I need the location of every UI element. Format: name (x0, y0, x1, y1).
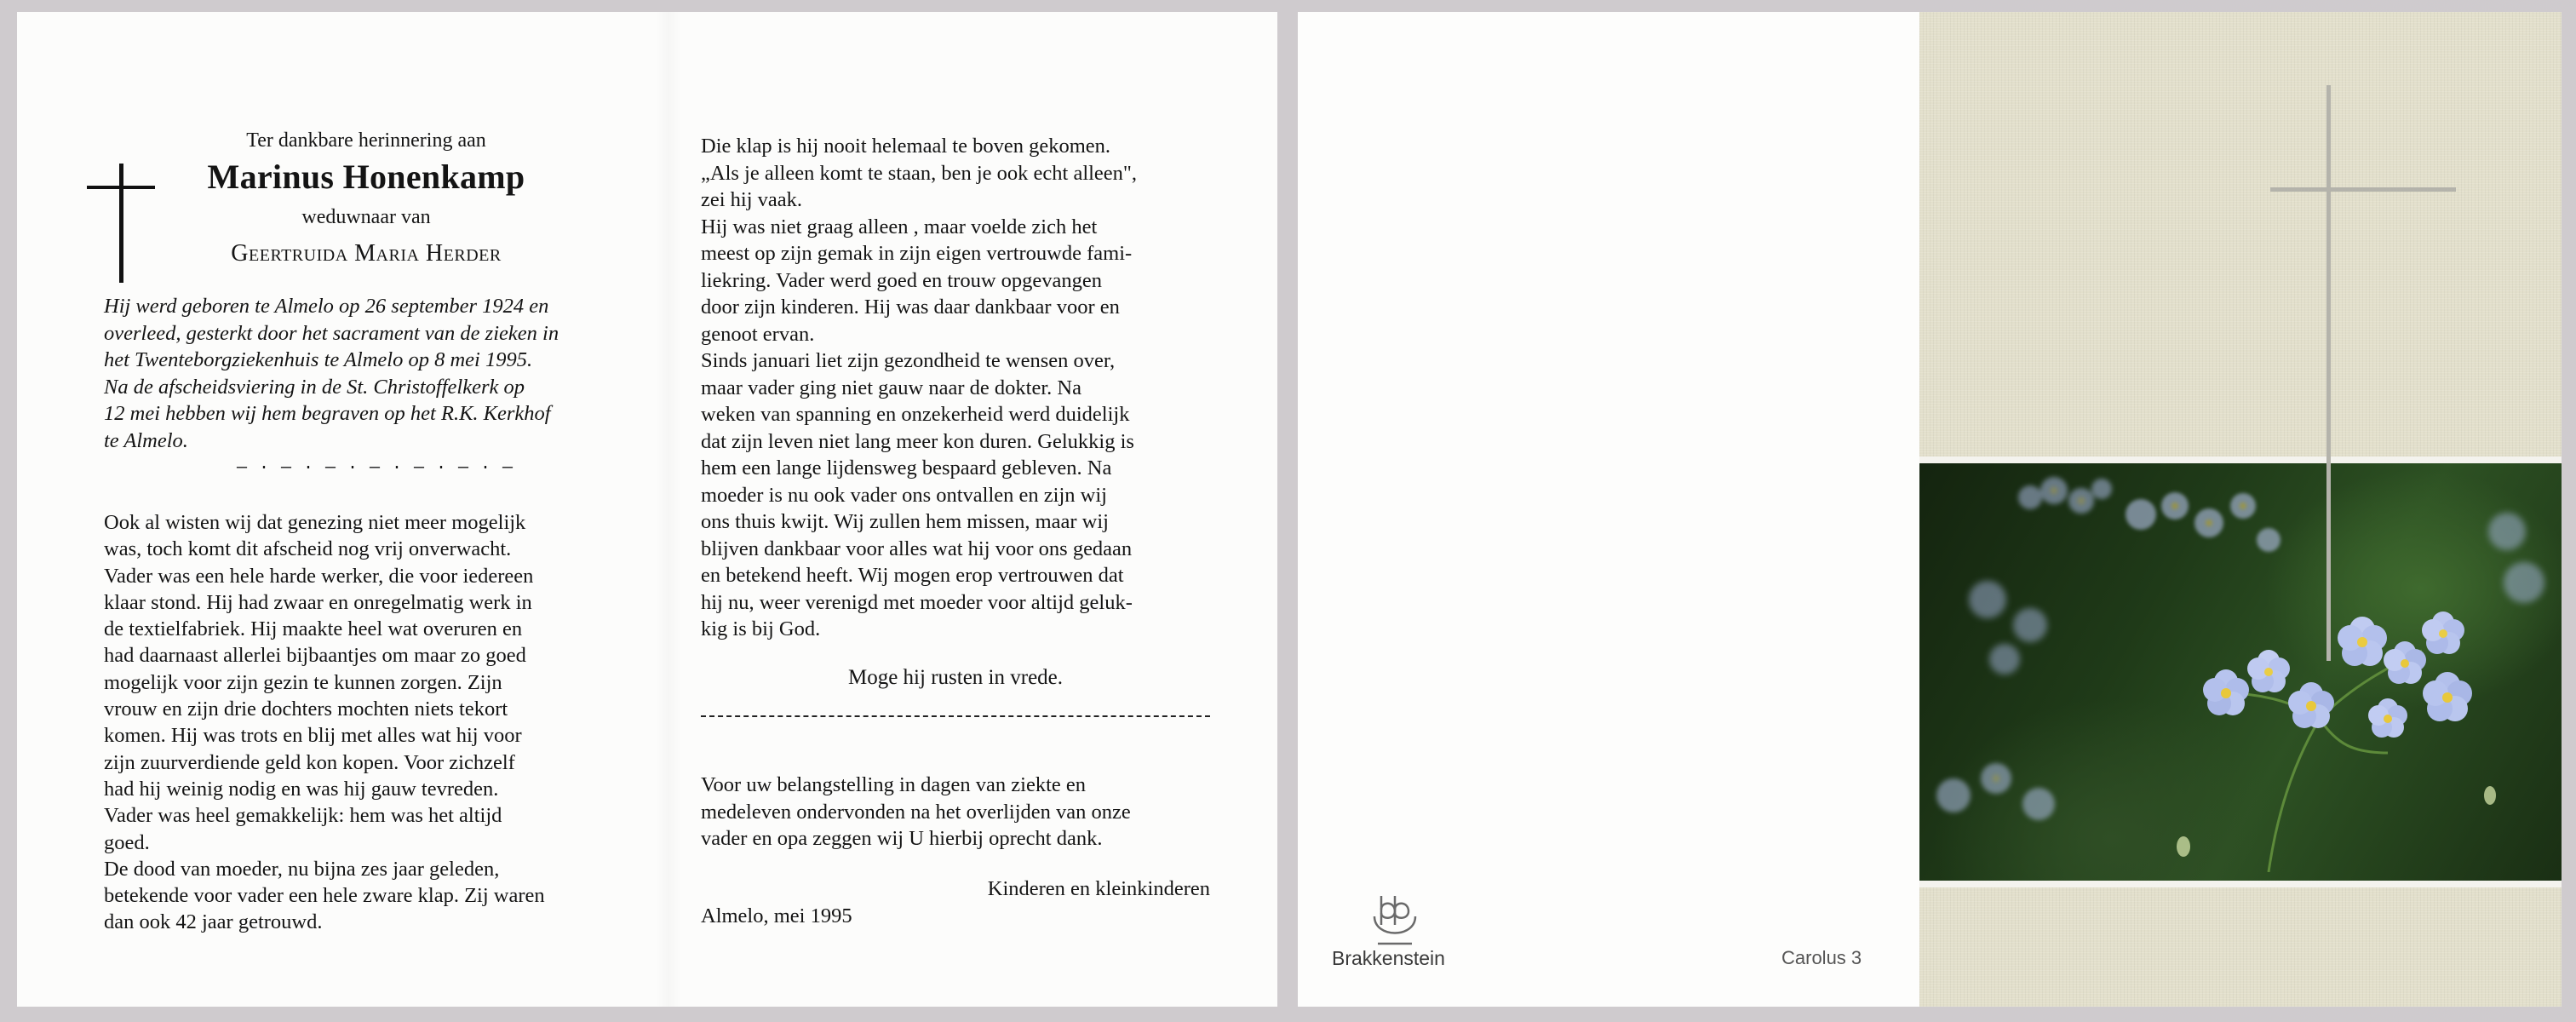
flower-cluster-icon (2132, 591, 2507, 872)
biography-line: 12 mei hebben wij hem begraven op het R.K. Kerkhof (104, 402, 551, 425)
text-line: Voor uw belangstelling in dagen van ziekte en (701, 773, 1086, 796)
center-fold (656, 12, 681, 1007)
text-line: hij nu, weer verenigd met moeder voor altijd geluk- (701, 590, 1133, 614)
publisher-name: Brakkenstein (1332, 947, 1445, 969)
brakkenstein-logo-icon (1369, 891, 1422, 949)
text-line: was, toch komt dit afscheid nog vrij onverwacht. (104, 537, 512, 561)
card-outer-spread (1298, 12, 2562, 1007)
text-line: meest op zijn gemak in zijn eigen vertrouwde fami- (701, 242, 1133, 265)
text-line: Sinds januari liet zijn gezondheid te wensen over, (701, 349, 1116, 372)
cross-icon (2326, 85, 2331, 661)
text-line: zijn zuurverdiende geld kon kopen. Voor zichzelf (104, 750, 515, 774)
text-line: hem een lange lijdensweg bespaard gebleven. Na (701, 456, 1112, 479)
photo-border-top (1919, 456, 2562, 463)
flower-icon (1919, 744, 2107, 847)
text-line: medeleven ondervonden na het overlijden van onze (701, 800, 1131, 824)
text-line: had daarnaast allerlei bijbaantjes om maar zo goed (104, 644, 526, 668)
cross-icon (119, 164, 123, 283)
dash-dot-separator: — · — · — · — · — · — · — (237, 458, 514, 478)
card-model-number: Carolus 3 (1781, 947, 1862, 968)
text-line: ons thuis kwijt. Wij zullen hem missen, maar wij (701, 510, 1109, 533)
relation-label: weduwnaar van (301, 206, 431, 228)
rest-in-peace-line: Moge hij rusten in vrede. (847, 666, 1064, 689)
dashed-divider (701, 715, 1210, 717)
text-column-right (701, 133, 1210, 643)
text-line: genoot ervan. (701, 322, 815, 346)
text-line: weken van spanning en onzekerheid werd duidelijk (701, 403, 1130, 426)
text-line: Hij was niet graag alleen , maar voelde zich het (701, 215, 1098, 238)
text-line: goed. (104, 830, 150, 854)
biography-line: het Twenteborgziekenhuis te Almelo op 8 mei 1995. (104, 348, 533, 371)
photo-border-bottom (1919, 881, 2562, 887)
text-line: zei hij vaak. (701, 188, 803, 211)
text-line: en betekend heeft. Wij mogen erop vertrouwen dat (701, 564, 1124, 587)
biography-line: Na de afscheidsviering in de St. Christoffelkerk op (104, 375, 525, 399)
text-column-left (104, 509, 613, 936)
deceased-name: Marinus Honenkamp (207, 158, 525, 196)
text-line: maar vader ging niet gauw naar de dokter. Na (701, 376, 1081, 399)
cross-icon-bar (87, 186, 155, 189)
biography-line: overleed, gesterkt door het sacrament van de zieken in (104, 321, 559, 345)
biography-line: te Almelo. (104, 428, 188, 452)
text-line: vrouw en zijn drie dochters mochten niets tekort (104, 698, 508, 721)
biography-line: Hij werd geboren te Almelo op 26 september 1924 en (104, 295, 549, 318)
text-line: moeder is nu ook vader ons ontvallen en zijn wij (701, 483, 1107, 507)
text-line: Die klap is hij nooit helemaal te boven gekomen. (701, 135, 1111, 158)
text-line: „Als je alleen komt te staan, ben je ook echt alleen", (701, 161, 1138, 185)
text-line: mogelijk voor zijn gezin te kunnen zorgen. Zijn (104, 670, 502, 694)
text-line: blijven dankbaar voor alles wat hij voor ons gedaan (701, 537, 1133, 560)
signature: Kinderen en kleinkinderen (987, 877, 1210, 900)
text-line: komen. Hij was trots en blij met alles wat hij voor (104, 724, 522, 748)
flower-icon (2115, 480, 2286, 583)
text-line: klaar stond. Hij had zwaar en onregelmatig werk in (104, 590, 532, 614)
flower-icon (1954, 566, 2090, 685)
flower-icon (2013, 472, 2115, 540)
cross-icon-bar (2270, 187, 2456, 192)
thanks-paragraph (701, 772, 1210, 853)
place-date: Almelo, mei 1995 (701, 904, 852, 927)
spouse-name: Geertruida Maria Herder (231, 240, 502, 267)
text-line: Ook al wisten wij dat genezing niet meer mogelijk (104, 511, 526, 534)
memorial-intro: Ter dankbare herinnering aan (246, 129, 486, 152)
text-line: Vader was heel gemakkelijk: hem was het altijd (104, 804, 502, 828)
text-line: betekende voor vader een hele zware klap. Zij waren (104, 884, 545, 908)
text-line: door zijn kinderen. Hij was daar dankbaar voor en (701, 296, 1120, 319)
text-line: De dood van moeder, nu bijna zes jaar geleden, (104, 857, 500, 881)
text-line: vader en opa zeggen wij U hierbij oprecht dank. (701, 827, 1103, 850)
text-line: dan ook 42 jaar getrouwd. (104, 910, 323, 934)
card-inner-spread (17, 12, 1277, 1007)
flower-photo (1919, 463, 2562, 881)
text-line: kig is bij God. (701, 617, 821, 640)
text-line: dat zijn leven niet lang meer kon duren. Gelukkig is (701, 429, 1134, 453)
text-line: Vader was een hele harde werker, die voor iedereen (104, 564, 534, 588)
biography (104, 293, 613, 454)
text-line: de textielfabriek. Hij maakte heel wat overuren en (104, 617, 523, 641)
text-line: had hij weinig nodig en was hij gauw tevreden. (104, 777, 499, 801)
text-line: liekring. Vader werd goed en trouw opgevangen (701, 268, 1103, 292)
